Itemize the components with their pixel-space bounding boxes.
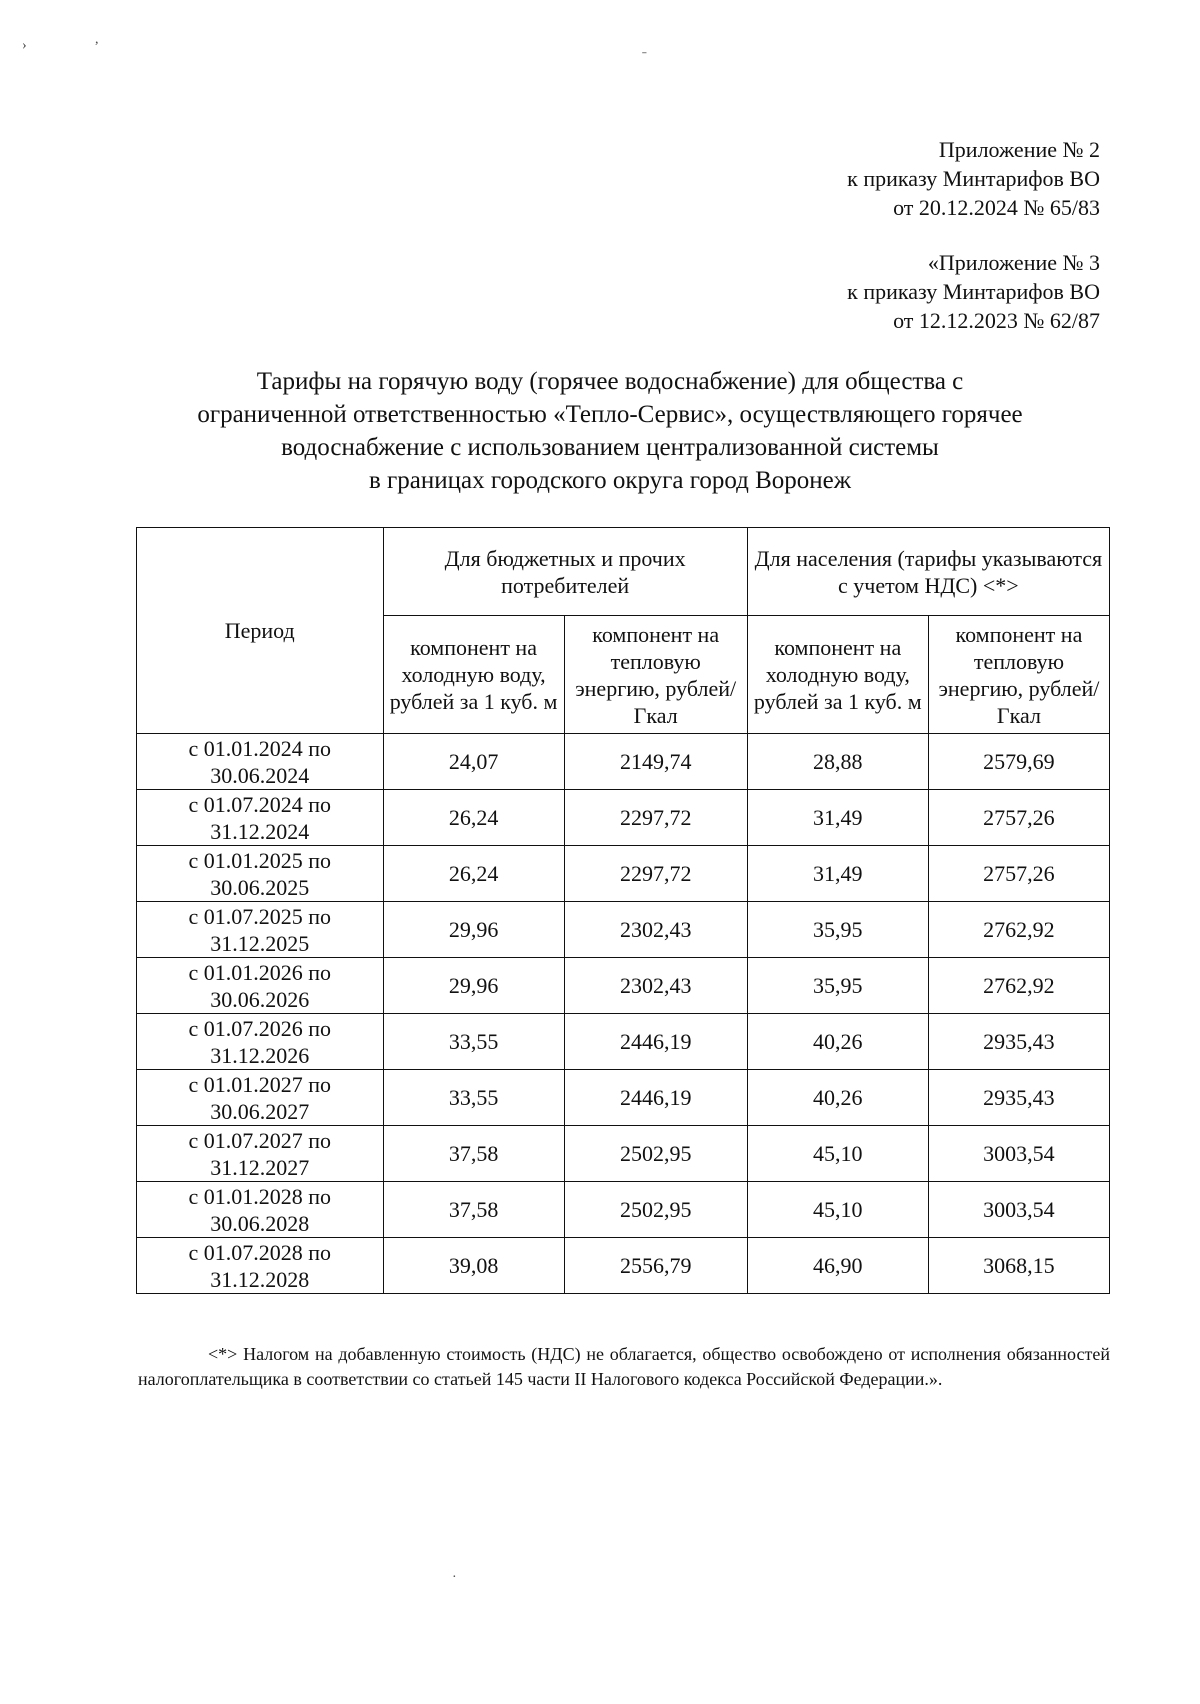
budget-heat-cell: 2297,72 bbox=[564, 846, 747, 902]
title-line: Тарифы на горячую воду (горячее водоснабжение) для общества с bbox=[256, 368, 964, 395]
population-heat-cell: 3003,54 bbox=[928, 1126, 1109, 1182]
population-cold-cell: 35,95 bbox=[747, 958, 928, 1014]
budget-heat-cell: 2502,95 bbox=[564, 1182, 747, 1238]
population-cold-cell: 45,10 bbox=[747, 1126, 928, 1182]
title-line: в границах городского округа город Воронеж bbox=[368, 467, 852, 494]
period-cell: с 01.07.2028 по 31.12.2028 bbox=[137, 1238, 384, 1294]
budget-heat-cell: 2302,43 bbox=[564, 902, 747, 958]
budget-group-header: Для бюджетных и прочих потребителей bbox=[383, 528, 747, 616]
period-cell: с 01.07.2027 по 31.12.2027 bbox=[137, 1126, 384, 1182]
budget-cold-cell: 24,07 bbox=[383, 734, 564, 790]
period-cell: с 01.07.2025 по 31.12.2025 bbox=[137, 902, 384, 958]
table-row bbox=[137, 1014, 1110, 1070]
vat-footnote: <*> Налогом на добавленную стоимость (НДС) не облагается, общество освобождено от исполнения обязанностей налогоплательщика в соответствии со статьей 145 части II Налогового кодекса Российской Федерации.». bbox=[138, 1344, 1110, 1389]
table-row bbox=[137, 790, 1110, 846]
appendix-quoted-number: «Приложение № 3 bbox=[927, 250, 1100, 275]
table-row bbox=[137, 1238, 1110, 1294]
budget-heat-cell: 2556,79 bbox=[564, 1238, 747, 1294]
period-header: Период bbox=[137, 528, 384, 734]
budget-heat-cell: 2502,95 bbox=[564, 1126, 747, 1182]
budget-cold-cell: 33,55 bbox=[383, 1014, 564, 1070]
budget-heat-header: компонент на тепловую энергию, рублей/Гкал bbox=[564, 616, 747, 734]
population-cold-header: компонент на холодную воду, рублей за 1 куб. м bbox=[747, 616, 928, 734]
table-row bbox=[137, 734, 1110, 790]
budget-cold-cell: 29,96 bbox=[383, 958, 564, 1014]
budget-cold-cell: 39,08 bbox=[383, 1238, 564, 1294]
population-heat-cell: 3003,54 bbox=[928, 1182, 1109, 1238]
population-heat-cell: 2762,92 bbox=[928, 902, 1109, 958]
title-line: ограниченной ответственностью «Тепло-Сервис», осуществляющего горячее bbox=[197, 401, 1023, 428]
period-cell: с 01.07.2024 по 31.12.2024 bbox=[137, 790, 384, 846]
table-row bbox=[137, 846, 1110, 902]
population-heat-cell: 2935,43 bbox=[928, 1014, 1109, 1070]
scan-speck: , bbox=[95, 32, 99, 47]
budget-heat-cell: 2149,74 bbox=[564, 734, 747, 790]
table-row bbox=[137, 958, 1110, 1014]
appendix-order-ref: к приказу Минтарифов ВО bbox=[847, 166, 1100, 191]
table-row bbox=[137, 902, 1110, 958]
budget-cold-cell: 26,24 bbox=[383, 846, 564, 902]
appendix-header bbox=[847, 135, 1100, 222]
budget-cold-cell: 26,24 bbox=[383, 790, 564, 846]
population-cold-cell: 40,26 bbox=[747, 1014, 928, 1070]
budget-heat-cell: 2302,43 bbox=[564, 958, 747, 1014]
period-cell: с 01.01.2028 по 30.06.2028 bbox=[137, 1182, 384, 1238]
period-cell: с 01.01.2025 по 30.06.2025 bbox=[137, 846, 384, 902]
period-cell: с 01.07.2026 по 31.12.2026 bbox=[137, 1014, 384, 1070]
population-heat-cell: 2757,26 bbox=[928, 846, 1109, 902]
population-cold-cell: 28,88 bbox=[747, 734, 928, 790]
budget-cold-cell: 33,55 bbox=[383, 1070, 564, 1126]
population-cold-cell: 31,49 bbox=[747, 846, 928, 902]
document-title bbox=[130, 365, 1090, 497]
population-heat-cell: 2757,26 bbox=[928, 790, 1109, 846]
population-heat-cell: 2762,92 bbox=[928, 958, 1109, 1014]
population-cold-cell: 35,95 bbox=[747, 902, 928, 958]
budget-cold-header: компонент на холодную воду, рублей за 1 куб. м bbox=[383, 616, 564, 734]
population-heat-cell: 2935,43 bbox=[928, 1070, 1109, 1126]
appendix-number: Приложение № 2 bbox=[938, 137, 1100, 162]
population-heat-cell: 2579,69 bbox=[928, 734, 1109, 790]
period-cell: с 01.01.2024 по 30.06.2024 bbox=[137, 734, 384, 790]
appendix-order-date: от 20.12.2024 № 65/83 bbox=[893, 195, 1100, 220]
budget-heat-cell: 2446,19 bbox=[564, 1070, 747, 1126]
budget-heat-cell: 2446,19 bbox=[564, 1014, 747, 1070]
budget-cold-cell: 37,58 bbox=[383, 1182, 564, 1238]
period-cell: с 01.01.2027 по 30.06.2027 bbox=[137, 1070, 384, 1126]
population-cold-cell: 40,26 bbox=[747, 1070, 928, 1126]
title-line: водоснабжение с использованием централизованной системы bbox=[281, 434, 939, 461]
appendix-quoted-order-ref: к приказу Минтарифов ВО bbox=[847, 279, 1100, 304]
table-row bbox=[137, 1182, 1110, 1238]
table-row bbox=[137, 1070, 1110, 1126]
scan-speck: ˉ bbox=[642, 50, 647, 65]
appendix-quoted-order-date: от 12.12.2023 № 62/87 bbox=[893, 308, 1100, 333]
budget-cold-cell: 37,58 bbox=[383, 1126, 564, 1182]
tariff-table bbox=[136, 527, 1110, 1294]
budget-heat-cell: 2297,72 bbox=[564, 790, 747, 846]
table-row bbox=[137, 1126, 1110, 1182]
population-group-header: Для населения (тарифы указываются с учетом НДС) <*> bbox=[747, 528, 1109, 616]
scan-speck: · bbox=[452, 1570, 457, 1585]
period-cell: с 01.01.2026 по 30.06.2026 bbox=[137, 958, 384, 1014]
population-heat-header: компонент на тепловую энергию, рублей/Гкал bbox=[928, 616, 1109, 734]
appendix-quoted-header bbox=[847, 248, 1100, 335]
population-cold-cell: 45,10 bbox=[747, 1182, 928, 1238]
population-heat-cell: 3068,15 bbox=[928, 1238, 1109, 1294]
population-cold-cell: 31,49 bbox=[747, 790, 928, 846]
budget-cold-cell: 29,96 bbox=[383, 902, 564, 958]
scan-speck: › bbox=[22, 38, 27, 53]
population-cold-cell: 46,90 bbox=[747, 1238, 928, 1294]
